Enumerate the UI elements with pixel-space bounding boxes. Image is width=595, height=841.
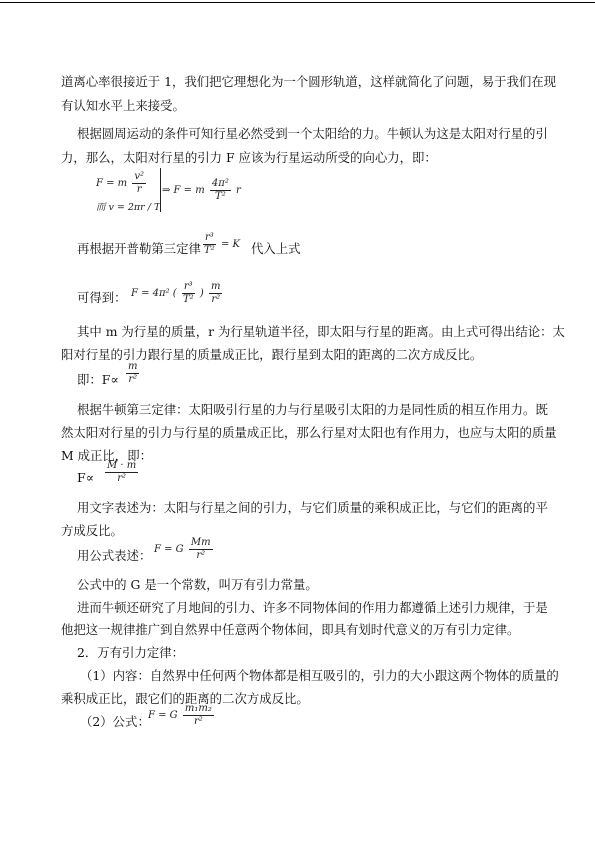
paragraph-line: （2）公式： [80,714,150,729]
equation-force-v: F = m $\frac{\text{v²}}{r}$ [96,171,145,195]
paragraph-line: 乘积成正比，跟它们的距离的二次方成反比。 [61,691,309,706]
equation-proportional-Mm: $\frac{M \cdot m}{\text{r²}}$ [107,460,137,484]
section-heading: 2．万有引力定律： [77,645,185,660]
equation-kepler-third: $\frac{\text{r³}}{\text{T²}}$ = K [204,232,241,256]
equation-gravitation-formula: F = G $\frac{\text{m₁m₂}}{\text{r²}}$ [148,703,212,727]
paragraph-line: 力，那么，太阳对行星的引力 F 应该为行星运动所受的向心力，即： [61,150,437,165]
equation-force-period: ⇒ F = m $\frac{\text{4π²}}{\text{T²}}$ r [162,178,241,202]
paragraph-line: 可得到： [77,290,127,305]
paragraph-line: M 成正比，即： [61,448,152,463]
paragraph-line: 进而牛顿还研究了月地间的引力、许多不同物体间的作用力都遵循上述引力规律，于是 [77,600,548,615]
paragraph-line: 即：F∝ [77,372,119,387]
brace [156,168,161,212]
equation-velocity: 而 v = 2πr / T [96,202,161,213]
paragraph-line: 根据牛顿第三定律：太阳吸引行星的力与行星吸引太阳的力是同性质的相互作用力。既 [77,402,548,417]
paragraph-line: 有认知水平上来接受。 [61,98,185,113]
paragraph-line: 阳对行星的引力跟行星的质量成正比，跟行星到太阳的距离的二次方成反比。 [61,347,483,362]
paragraph-line: F∝ [77,470,94,485]
equation-result: F = 4π² ( $\frac{\text{r³}}{\text{T²}}$ ) $\frac{m}{\text{r²}}$ [131,281,221,305]
paragraph-line: 其中 m 为行星的质量，r 为行星轨道半径，即太阳与行星的距离。由上式可得出结论：太 [77,324,565,339]
paragraph-line: 代入上式 [251,241,301,256]
paragraph-line: （1）内容：自然界中任何两个物体都是相互吸引的，引力的大小跟这两个物体的质量的 [80,668,559,683]
paragraph-line: 用公式表述： [77,548,152,563]
equation-proportional-m: $\frac{m}{\text{r²}}$ [128,361,138,385]
paragraph-line: 再根据开普勒第三定律 [77,241,201,256]
paragraph-line: 他把这一规律推广到自然界中任意两个物体间，即具有划时代意义的万有引力定律。 [61,622,520,637]
header-rule [0,2,595,3]
paragraph-line: 道离心率很接近于 1，我们把它理想化为一个圆形轨道，这样就简化了问题，易于我们在现 [61,74,557,89]
equation-gravitation-law: F = G $\frac{Mm}{\text{r²}}$ [154,537,211,561]
paragraph-line: 然太阳对行星的引力与行星的质量成正比，那么行星对太阳也有作用力，也应与太阳的质量 [61,425,557,440]
paragraph-line: 根据圆周运动的条件可知行星必然受到一个太阳给的力。牛顿认为这是太阳对行星的引 [77,126,548,141]
paragraph-line: 公式中的 G 是一个常数，叫万有引力常量。 [77,577,318,592]
paragraph-line: 用文字表述为：太阳与行星之间的引力，与它们质量的乘积成正比，与它们的距离的平 [77,500,548,515]
paragraph-line: 方成反比。 [61,523,123,538]
